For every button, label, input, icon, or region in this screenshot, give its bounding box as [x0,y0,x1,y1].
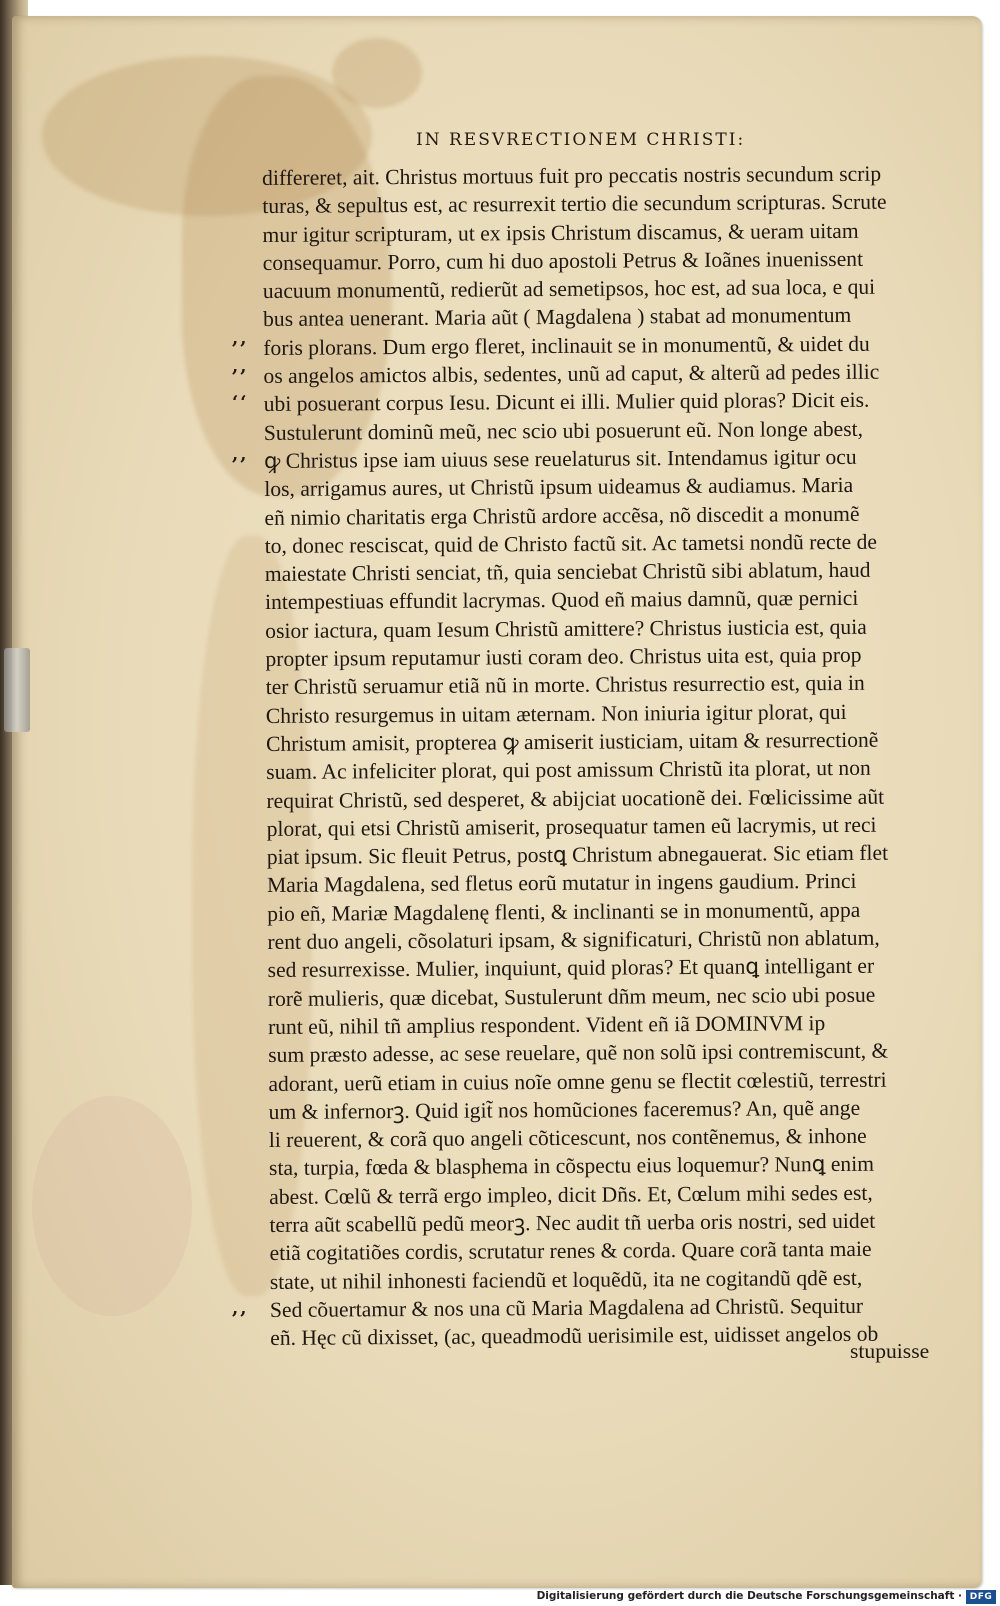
text-line: to, donec resciscat, quid de Christo factũ sit. Ac tametsi nondũ recte de [264,529,877,558]
margin-quote-mark: ,, [232,1298,249,1319]
running-header: IN RESVRECTIONEM CHRISTI: [416,130,746,150]
body-text [262,159,942,1352]
catchword: stupuisse [850,1339,930,1363]
text-line: turas, & sepultus est, ac resurrexit tertio die secundum scripturas. Scrute [262,189,887,219]
funding-credit: Digitalisierung gefördert durch die Deutsche Forschungsgemeinschaft · [536,1590,962,1602]
margin-quote-mark: ‘‘ [232,392,249,413]
water-stain [332,38,422,108]
text-line: propter ipsum reputamur iusti coram deo. Christus uita est, quia prop [265,642,862,672]
text-line: Sustulerunt dominũ meũ, nec scio ubi posuerunt eũ. Non longe abest, [263,416,864,445]
text-line: li reuerent, & corã quo angeli cõticescunt, nos contẽnemus, & inhone [268,1123,867,1153]
text-line: abest. Cœlũ & terrã ergo impleo, dicit Dñs. Et, Cœlum mihi sedes est, [269,1180,873,1209]
margin-quote-mark: ,, [232,328,249,349]
text-line: consequamur. Porro, cum hi duo apostoli Petrus & Ioãnes inuenissent [262,246,864,275]
text-line: mur igitur scripturam, ut ex ipsis Christum discamus, & ueram uitam [262,218,859,247]
text-line: sta, turpia, fœda & blasphema in cõspectu eius loquemur? Nunꝗ enim [268,1152,875,1181]
page-clip [4,648,30,732]
text-line: differeret, ait. Christus mortuus fuit pro peccatis nostris secundum scrip [262,161,882,190]
dfg-logo: DFG [966,1590,996,1604]
text-line: eñ. Hęc cũ dixisset, (ac, queadmodũ uerisimile est, uidisset angelos ob [270,1321,879,1351]
text-line: maiestate Christi senciat, tñ, quia senciebat Christũ sibi ablatum, haud [264,557,871,587]
text-line: sed resurrexisse. Mulier, inquiunt, quid ploras? Et quanꝗ intelligant er [267,954,875,983]
margin-quote-mark: ,, [232,444,249,465]
text-line: os angelos amictos albis, sedentes, unũ ad caput, & alterũ ad pedes illic [263,359,880,389]
margin-marks [232,0,262,1606]
text-line: bus antea uenerant. Maria aũt ( Magdalena ) stabat ad monumentum [263,303,852,332]
text-line: rent duo angeli, cõsolaturi ipsam, & significaturi, Christũ non ablatum, [267,925,880,954]
text-line: terra aũt scabellũ pedũ meorꝫ. Nec audit tñ uerba oris nostri, sed uidet [269,1208,876,1237]
text-line: piat ipsum. Sic fleuit Petrus, postꝗ Christum abnegauerat. Sic etiam flet [266,840,889,870]
text-line: adorant, uerũ etiam in cuius noĩe omne genu se flectit cœlestiũ, terrestri [268,1067,887,1096]
text-line: requirat Christũ, sed desperet, & abijciat uocationẽ dei. Fœlicissime aũt [266,784,885,813]
margin-quote-mark: ,, [232,356,249,377]
text-line: eñ nimio charitatis erga Christũ ardore accẽsa, nõ discedit a monumẽ [264,501,860,530]
text-line: um & infernorꝫ. Quid igit̃ nos homũciones faceremus? An, quẽ ange [268,1095,861,1124]
text-line: uacuum monumentũ, redierũt ad semetipsos, hoc est, ad sua loca, e qui [262,274,876,304]
text-line: osior iactura, quam Iesum Christũ amittere? Christus iusticia est, quia [265,614,867,643]
text-line: sum præsto adesse, ac sese reuelare, quẽ non solũ ipsi contremiscunt, & [268,1038,889,1068]
text-line: rorẽ mulieris, quæ dicebat, Sustulerunt dñm meum, nec scio ubi posue [267,982,876,1011]
text-line: plorat, qui etsi Christũ amiserit, prosequatur tamen eũ lacrymis, ut reci [266,812,877,841]
foxing-spot [32,1096,192,1316]
text-line: Sed cõuertamur & nos una cũ Maria Magdalena ad Christũ. Sequitur [269,1293,864,1322]
text-line: ꝙ Christus ipse iam uiuus sese reuelaturus sit. Intendamus igitur ocu [263,444,857,473]
text-line: state, ut nihil inhonesti faciendũ et loquẽdũ, ita ne cogitandũ qdẽ est, [269,1265,863,1294]
text-line: Christum amisit, propterea ꝙ amiserit iusticiam, uitam & resurrectionẽ [265,727,879,756]
text-line: Christo resurgemus in uitam æternam. Non iniuria igitur plorat, qui [265,699,847,728]
text-line: foris plorans. Dum ergo fleret, inclinauit se in monumentũ, & uidet du [263,331,870,360]
text-line: ubi posuerant corpus Iesu. Dicunt ei illi. Mulier quid ploras? Dicit eis. [263,388,870,417]
text-line: los, arrigamus aures, ut Christũ ipsum uideamus & audiamus. Maria [264,473,854,502]
text-line: runt eũ, nihil tñ amplius respondent. Vident eñ iã DOMINVM ip [267,1010,826,1039]
text-line: pio eñ, Mariæ Magdalenę flenti, & inclinanti se in monumentũ, appa [267,897,861,926]
text-line: intempestiuas effundit lacrymas. Quod eñ maius damnũ, quæ pernici [264,586,859,615]
text-line: ter Christũ seruamur etiã nũ in morte. Christus resurrectio est, quia in [265,671,865,700]
text-line: Maria Magdalena, sed fletus eorũ mutatur in ingens gaudium. Princi [266,869,857,898]
text-line: suam. Ac infeliciter plorat, qui post amissum Christũ ita plorat, ut non [266,755,871,785]
text-line: etiã cogitatiões cordis, scrutatur renes & corda. Quare corã tanta maie [269,1237,872,1266]
